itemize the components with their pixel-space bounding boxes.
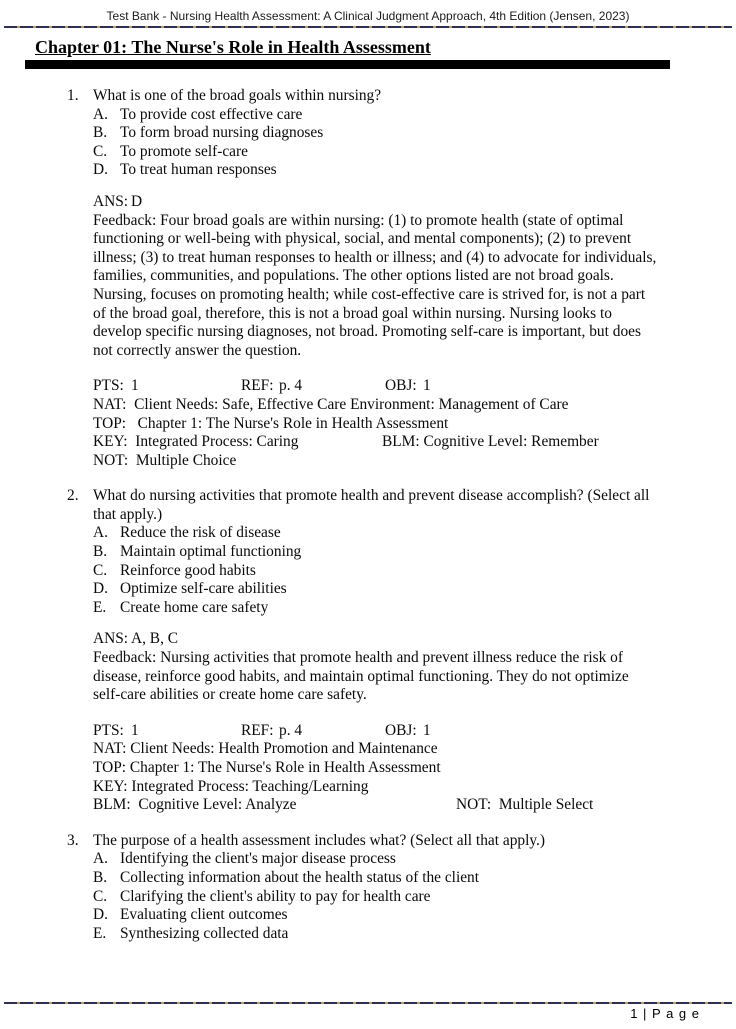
footer-divider [4, 1002, 732, 1004]
option-text: Reduce the risk of disease [120, 524, 281, 542]
question-stem: What do nursing activities that promote health and prevent disease accomplish? (Select all that apply.) [93, 487, 650, 523]
meta-value: 1 [131, 377, 139, 395]
option-letter: C. [93, 142, 108, 160]
option-row [93, 562, 663, 581]
question-2 [67, 487, 736, 815]
meta-pts [93, 722, 241, 741]
header-divider [4, 26, 732, 28]
question-number: 1. [67, 87, 79, 104]
meta-label: PTS: [93, 721, 124, 739]
question-number: 3. [67, 831, 79, 849]
option-row [93, 925, 663, 944]
option-letter: A. [93, 105, 108, 123]
option-row [93, 106, 663, 125]
meta-row-top: TOP: Chapter 1: The Nurse's Role in Health Assessment [93, 759, 441, 776]
meta-block [93, 722, 659, 815]
option-row [93, 124, 663, 143]
meta-obj [385, 722, 659, 741]
option-letter: D. [93, 580, 108, 598]
option-letter: E. [93, 924, 107, 942]
answer-block [93, 193, 659, 360]
question-number: 2. [67, 487, 79, 505]
meta-ref [241, 377, 385, 396]
meta-ref [241, 722, 385, 741]
option-letter: B. [93, 868, 108, 886]
options-list [93, 106, 736, 180]
options-list [93, 524, 736, 617]
option-letter: A. [93, 850, 108, 868]
option-text: To treat human responses [120, 161, 277, 179]
option-text: To promote self-care [120, 142, 248, 160]
option-text: Synthesizing collected data [120, 924, 289, 942]
option-letter: A. [93, 524, 108, 542]
meta-label: OBJ: [385, 377, 417, 395]
option-letter: C. [93, 561, 108, 579]
option-text: Maintain optimal functioning [120, 543, 302, 561]
question-stem: What is one of the broad goals within nursing? [93, 87, 382, 104]
meta-value: p. 4 [279, 377, 303, 395]
ans-label: ANS: [93, 192, 129, 210]
option-letter: C. [93, 887, 108, 905]
ans-value: A, B, C [131, 630, 179, 648]
option-row [93, 543, 663, 562]
meta-blm: BLM: Cognitive Level: Remember [382, 433, 599, 451]
answer-line [93, 630, 659, 649]
meta-block [93, 377, 659, 470]
option-letter: E. [93, 598, 107, 616]
option-letter: D. [93, 161, 108, 179]
option-text: To provide cost effective care [120, 105, 303, 123]
option-text: Optimize self-care abilities [120, 580, 287, 598]
meta-row-blm-not [93, 796, 659, 815]
page-header [0, 0, 736, 23]
meta-value: p. 4 [279, 721, 303, 739]
meta-row-nat: NAT: Client Needs: Health Promotion and Maintenance [93, 740, 438, 758]
option-text: Reinforce good habits [120, 561, 256, 579]
option-row [93, 888, 663, 907]
option-text: Identifying the client's major disease process [120, 850, 396, 868]
option-row [93, 599, 663, 618]
option-row [93, 161, 663, 180]
meta-pts [93, 377, 241, 396]
option-text: Collecting information about the health status of the client [120, 868, 480, 886]
meta-not: NOT: Multiple Select [456, 796, 594, 814]
meta-key: KEY: Integrated Process: Caring [93, 433, 299, 451]
option-row [93, 869, 663, 888]
meta-value: 1 [131, 721, 139, 739]
meta-value: 1 [423, 377, 431, 395]
meta-row-pts-ref-obj [93, 377, 659, 396]
meta-row-not: NOT: Multiple Choice [93, 451, 237, 469]
option-row [93, 850, 663, 869]
answer-block [93, 630, 659, 704]
question-stem: The purpose of a health assessment includes what? (Select all that apply.) [93, 831, 546, 849]
option-row [93, 143, 663, 162]
meta-value: 1 [423, 721, 431, 739]
feedback-text: Feedback: Four broad goals are within nursing: (1) to promote health (state of optimal functioning or well-being with physical, social, and mental components); (2) to prevent illness; (3) to treat human responses to health or illness; and (4) to advocate for individuals, families, communities, and populations. The other options listed are not broad goals. Nursing, focuses on promoting health; while cost-effective care is strived for, is not a part of the broad goal, therefore, this is not a broad goal within nursing. Nursing looks to develop specific nursing diagnoses, not broad. Promoting self-care is important, but does not correctly answer the question. [93, 211, 657, 359]
doc-title: Test Bank - Nursing Health Assessment: A Clinical Judgment Approach, 4th Edition (Jensen, 2023) [106, 9, 630, 23]
meta-label: OBJ: [385, 721, 417, 739]
question-3 [67, 832, 736, 944]
question-stem-row [67, 832, 663, 851]
option-text: To form broad nursing diagnoses [120, 124, 324, 142]
option-text: Create home care safety [120, 598, 269, 616]
meta-row-key: KEY: Integrated Process: Teaching/Learning [93, 777, 369, 795]
meta-label: REF: [241, 377, 274, 395]
feedback-text: Feedback: Nursing activities that promote health and prevent illness reduce the risk of disease, reinforce good habits, and maintain optimal functioning. They do not optimize self-care abilities or create home care safety. [93, 649, 629, 704]
question-stem-row [67, 487, 663, 524]
options-list [93, 850, 736, 943]
questions-list [67, 87, 736, 943]
option-letter: D. [93, 906, 108, 924]
meta-row-pts-ref-obj [93, 722, 659, 741]
meta-row-nat: NAT: Client Needs: Safe, Effective Care Environment: Management of Care [93, 395, 569, 413]
title-underline-bar [25, 60, 670, 69]
option-row [93, 524, 663, 543]
option-letter: B. [93, 124, 108, 142]
meta-label: REF: [241, 721, 274, 739]
option-text: Evaluating client outcomes [120, 906, 288, 924]
option-row [93, 580, 663, 599]
meta-row-key-blm [93, 433, 659, 452]
option-text: Clarifying the client's ability to pay for health care [120, 887, 431, 905]
ans-value: D [131, 192, 143, 210]
answer-line [93, 193, 659, 212]
meta-obj [385, 377, 659, 396]
meta-row-top: TOP: Chapter 1: The Nurse's Role in Health Assessment [93, 414, 449, 432]
footer-page-label: 1 | P a g e [630, 1006, 700, 1021]
ans-label: ANS: [93, 630, 129, 648]
chapter-title: Chapter 01: The Nurse's Role in Health Assessment [35, 37, 431, 57]
question-stem-row [67, 87, 663, 106]
option-row [93, 906, 663, 925]
question-1 [67, 87, 736, 470]
meta-blm: BLM: Cognitive Level: Analyze [93, 796, 297, 814]
option-letter: B. [93, 543, 108, 561]
meta-label: PTS: [93, 377, 124, 395]
